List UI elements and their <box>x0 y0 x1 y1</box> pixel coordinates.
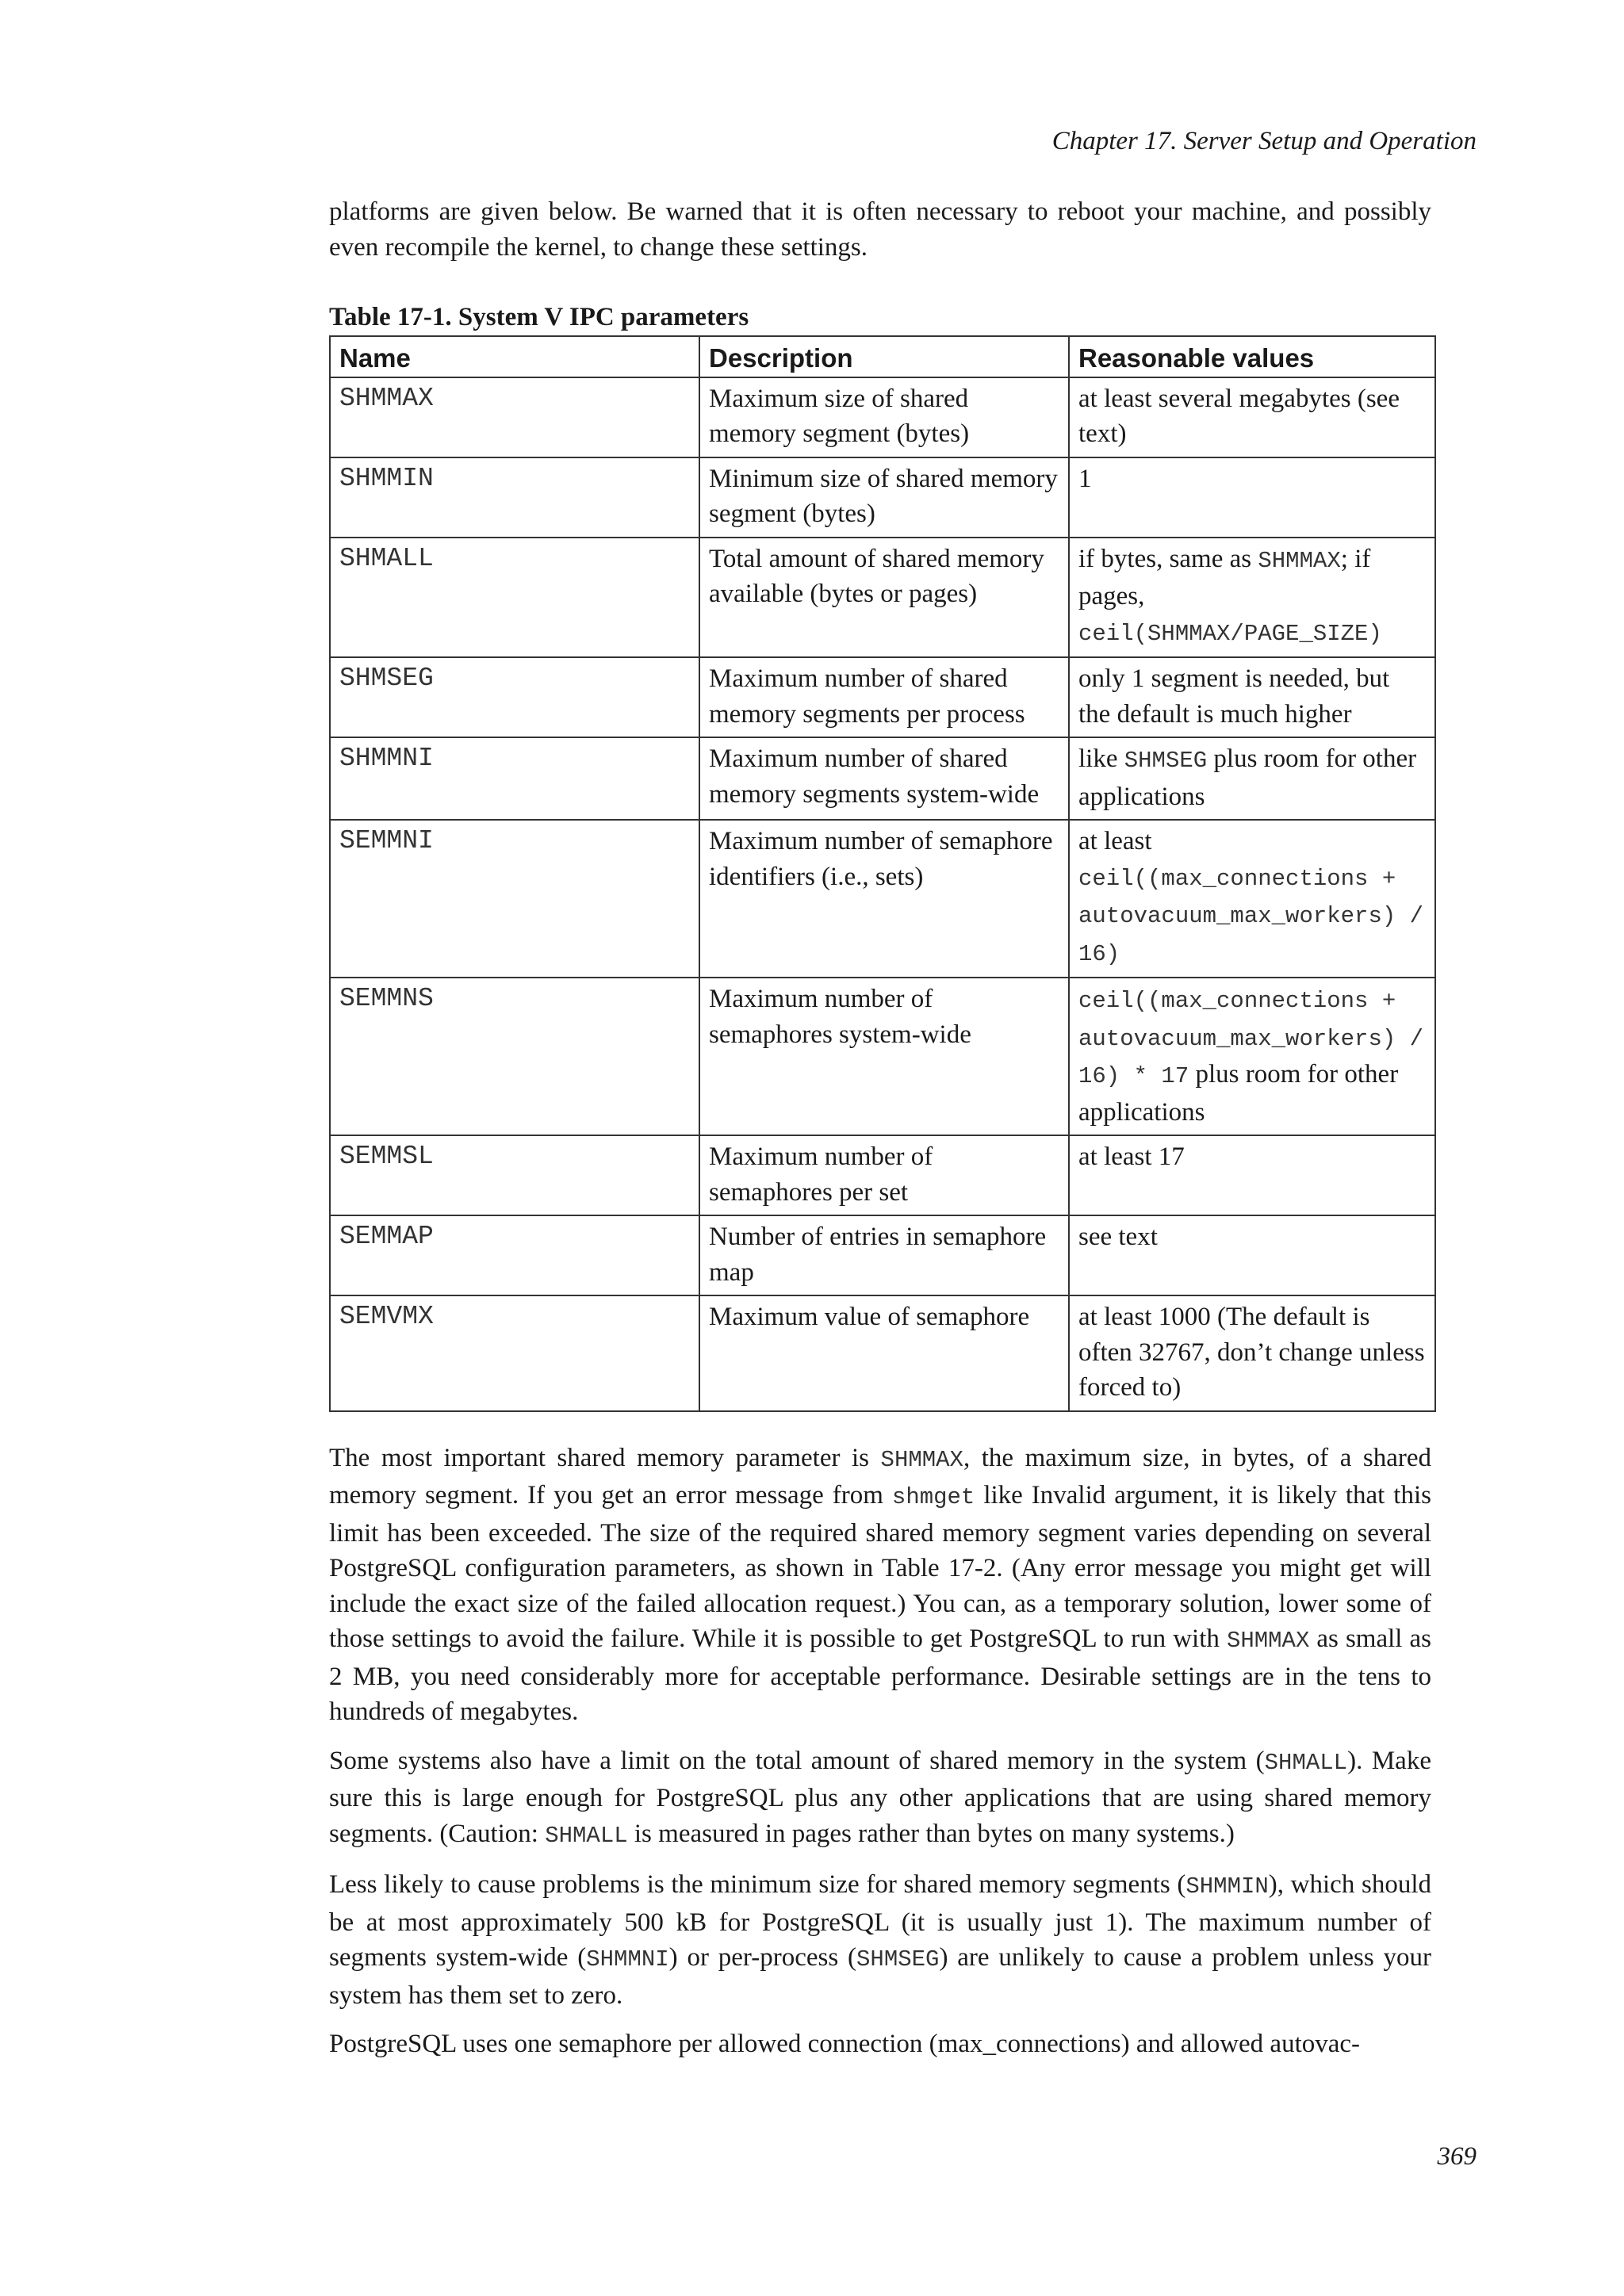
param-value <box>1069 820 1435 978</box>
semaphore-paragraph: PostgreSQL uses one semaphore per allowed connection (max_connections) and allowed autovac- <box>329 2030 1361 2058</box>
param-description: Maximum value of semaphore <box>699 1295 1069 1411</box>
page-number: 369 <box>1437 2142 1477 2171</box>
value-code: ceil((max_connections + autovacuum_max_workers) / 16) * 17 <box>1078 988 1424 1089</box>
inline-code: SHMMNI <box>586 1946 669 1973</box>
value-code: SHMSEG <box>1124 748 1208 774</box>
inline-code: SHMMAX <box>1226 1628 1310 1654</box>
table-caption: Table 17-1. System V IPC parameters <box>329 303 749 331</box>
intro-paragraph: platforms are given below. Be warned that it is often necessary to reboot your machine, and possibly even recompile the kernel, to change these settings. <box>329 197 1431 262</box>
param-name: SHMMNI <box>330 737 699 820</box>
shmmin-paragraph <box>329 1867 1431 2013</box>
param-name: SEMMAP <box>330 1215 699 1295</box>
param-description: Maximum number of semaphores system-wide <box>699 978 1069 1135</box>
table-header-row <box>330 336 1435 377</box>
table-row <box>330 737 1435 820</box>
table-row <box>330 1295 1435 1411</box>
inline-code: SHMALL <box>1264 1749 1348 1776</box>
param-value <box>1069 978 1435 1135</box>
paragraph-text: ) are unlikely to cause a problem unless your system has them set to zero. <box>329 1943 1431 2010</box>
value-text: plus room for other applications <box>1078 744 1417 811</box>
table-row <box>330 457 1435 538</box>
paragraph-text: , the maximum size, in bytes, of a shared memory segment. If you get an error message from <box>329 1443 1432 1510</box>
inline-code: SHMSEG <box>856 1946 940 1973</box>
param-description: Minimum size of shared memory segment (bytes) <box>699 457 1069 538</box>
value-text: if bytes, same as <box>1078 544 1258 573</box>
paragraph-text: Less likely to cause problems is the minimum size for shared memory segments ( <box>329 1870 1186 1899</box>
value-code: ceil((max_connections + autovacuum_max_workers) / 16) <box>1078 865 1424 967</box>
param-value: see text <box>1069 1215 1435 1295</box>
param-description: Total amount of shared memory available (bytes or pages) <box>699 538 1069 658</box>
value-code: ceil(SHMMAX/PAGE_SIZE) <box>1078 620 1382 647</box>
table-row <box>330 1215 1435 1295</box>
value-code: SHMMAX <box>1258 547 1341 574</box>
param-value: only 1 segment is needed, but the default is much higher <box>1069 657 1435 737</box>
column-header-name: Name <box>330 336 699 377</box>
inline-code: shmget <box>891 1484 975 1510</box>
table-row <box>330 377 1435 457</box>
running-header: Chapter 17. Server Setup and Operation <box>1051 127 1477 155</box>
column-header-reasonable-values: Reasonable values <box>1069 336 1435 377</box>
inline-code: SHMALL <box>545 1822 628 1849</box>
value-text: at least <box>1078 827 1152 855</box>
column-header-description: Description <box>699 336 1069 377</box>
value-text: like <box>1078 744 1124 773</box>
param-description: Maximum number of shared memory segments system-wide <box>699 737 1069 820</box>
paragraph-text: The most important shared memory parameter is <box>329 1443 881 1472</box>
value-text: plus room for other applications <box>1078 1060 1399 1127</box>
param-name: SHMMIN <box>330 457 699 538</box>
param-value <box>1069 538 1435 658</box>
param-name: SEMMSL <box>330 1135 699 1215</box>
table-row <box>330 978 1435 1135</box>
param-description: Maximum size of shared memory segment (bytes) <box>699 377 1069 457</box>
paragraph-text: ), which should be at most approximately 500 kB for PostgreSQL (it is usually just 1). The maximum number of segments system-wide ( <box>329 1870 1431 1972</box>
table-row <box>330 538 1435 658</box>
param-name: SEMVMX <box>330 1295 699 1411</box>
param-name: SHMMAX <box>330 377 699 457</box>
param-name: SEMMNI <box>330 820 699 978</box>
param-value <box>1069 737 1435 820</box>
param-description: Number of entries in semaphore map <box>699 1215 1069 1295</box>
paragraph-text: Some systems also have a limit on the total amount of shared memory in the system ( <box>329 1746 1265 1775</box>
ipc-parameters-table <box>329 335 1436 1412</box>
param-value: at least several megabytes (see text) <box>1069 377 1435 457</box>
page-content <box>329 194 1431 2076</box>
param-value: 1 <box>1069 457 1435 538</box>
param-description: Maximum number of semaphore identifiers (i.e., sets) <box>699 820 1069 978</box>
param-value: at least 1000 (The default is often 32767, don’t change unless forced to) <box>1069 1295 1435 1411</box>
inline-code: SHMMIN <box>1185 1873 1269 1900</box>
paragraph-text: as small as 2 MB, you need considerably more for acceptable performance. Desirable settings are in the tens to hundreds of megabytes. <box>329 1624 1431 1726</box>
shmmax-paragraph <box>329 1441 1431 1730</box>
table-row <box>330 1135 1435 1215</box>
value-text: ; if pages, <box>1078 544 1371 610</box>
param-name: SHMSEG <box>330 657 699 737</box>
inline-code: SHMMAX <box>880 1446 963 1473</box>
table-row <box>330 820 1435 978</box>
param-description: Maximum number of semaphores per set <box>699 1135 1069 1215</box>
param-description: Maximum number of shared memory segments per process <box>699 657 1069 737</box>
paragraph-text: like Invalid argument, it is likely that this limit has been exceeded. The size of the required shared memory segment varies depending on several PostgreSQL configuration parameters, as shown in Table 17-2. (Any error message you might get will include the exact size of the failed allocation request.) You can, as a temporary solution, lower some of those settings to avoid the failure. While it is possible to get PostgreSQL to run with <box>329 1481 1431 1653</box>
param-name: SHMALL <box>330 538 699 658</box>
paragraph-text: ). Make sure this is large enough for PostgreSQL plus any other applications that are using shared memory segments. (Caution: <box>329 1746 1431 1848</box>
param-name: SEMMNS <box>330 978 699 1135</box>
param-value: at least 17 <box>1069 1135 1435 1215</box>
paragraph-text: is measured in pages rather than bytes on many systems.) <box>627 1819 1235 1848</box>
paragraph-text: ) or per-process ( <box>668 1943 857 1972</box>
shmall-paragraph <box>329 1743 1431 1854</box>
table-row <box>330 657 1435 737</box>
